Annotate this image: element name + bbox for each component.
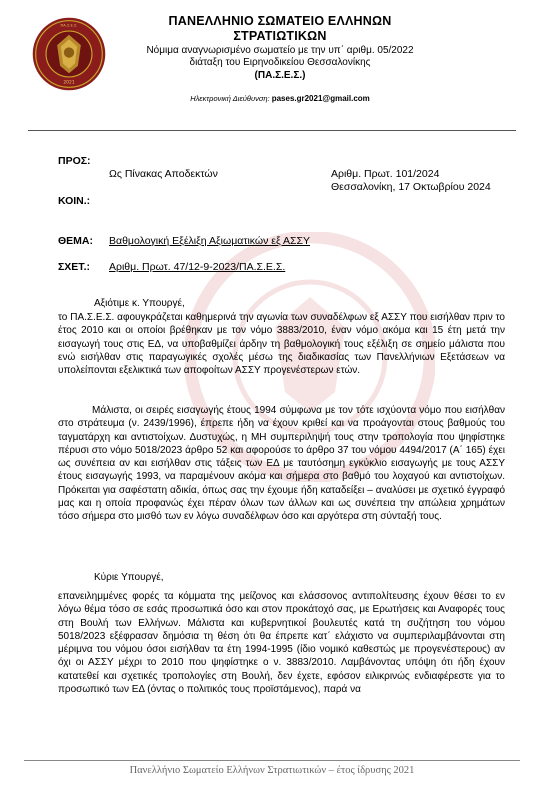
- email-label: Ηλεκτρονική Διεύθυνση:: [190, 94, 270, 103]
- header-divider: [28, 130, 516, 131]
- greeting-salutation: Αξιότιμε κ. Υπουργέ,: [94, 298, 185, 309]
- organization-acronym: (ΠΑ.Σ.Ε.Σ.): [254, 70, 306, 81]
- footer-divider: [24, 760, 520, 761]
- organization-name-line2: ΣΤΡΑΤΙΩΤΙΚΩΝ: [233, 29, 327, 43]
- reference-value: Αριθμ. Πρωτ. 47/12-9-2023/ΠΑ.Σ.Ε.Σ.: [109, 261, 286, 273]
- email-line: [110, 94, 450, 103]
- greeting-minister: Κύριε Υπουργέ,: [94, 572, 164, 583]
- page-footer: Πανελλήνιο Σωματείο Ελλήνων Στρατιωτικών – έτος ίδρυσης 2021: [129, 765, 415, 776]
- registration-court: διάταξη του Ειρηνοδικείου Θεσσαλονίκης: [189, 57, 371, 68]
- protocol-number: Αριθμ. Πρωτ. 101/2024: [331, 168, 440, 180]
- email-address[interactable]: pases.gr2021@gmail.com: [271, 94, 370, 103]
- reference-label: ΣΧΕΤ.:: [58, 261, 90, 273]
- to-recipients: Ως Πίνακας Αποδεκτών: [109, 168, 218, 180]
- subject-label: ΘΕΜΑ:: [58, 235, 93, 247]
- svg-text:2021: 2021: [63, 80, 75, 86]
- union-seal-logo: [32, 17, 106, 91]
- place-date: Θεσσαλονίκη, 17 Οκτωβρίου 2024: [331, 181, 491, 193]
- body-paragraph-1: το ΠΑ.Σ.Ε.Σ. αφουγκράζεται καθημερινά την αγωνία των συναδέλφων εξ ΑΣΣΥ που εισήλθαν πριν το έτος 2010 και οι οποίοι βρέθηκαν με τον νόμο 3883/2010, έναν νόμο ακόμα και 15 έτη μετά την εισαγωγή τους στις ΕΔ, να υποβαθμίζει άρδην τη βαθμολογική τους εξέλιξη σε σημείο μάλιστα που ενώ εισήλθαν στις παραγωγικές σχολές μέσω της διαδικασίας των Πανελλήνιων Εξετάσεων να υπολείπονται εξελικτικά των αποφοίτων ΑΣΣΥ προγενέστερων ετών.: [58, 312, 505, 377]
- svg-text:ΠΑ.Σ.Ε.Σ.: ΠΑ.Σ.Ε.Σ.: [60, 23, 78, 28]
- registration-line: Νόμιμα αναγνωρισμένο σωματείο με την υπ΄ αριθμ. 05/2022: [146, 45, 414, 56]
- body-paragraph-3: επανειλημμένες φορές τα κόμματα της μείζονος και ελάσσονος αντιπολίτευσης έχουν θέσει το εν λόγω θέμα τόσο σε εσάς προσωπικά όσο και στον προκάτοχό σας, με Ερωτήσεις και Αναφορές τους στη Βουλή των Ελλήνων. Μάλιστα και κυβερνητικοί βουλευτές κατά τη συζήτηση του νόμου 5018/2023 εξέφρασαν δημόσια τη θέση ότι θα έπρεπε κατ΄ ελάχιστο να συμπεριλαμβάνονται στη μέριμνα του νόμου όσοι εισήλθαν τα έτη 1994-1995 (ίδιο νομικό καθεστώς με προγενέστερους) αν όχι οι ΑΣΣΥ μέχρι το 2010 που ψηφίστηκε ο ν. 3883/2010. Λαμβάνοντας υπόψη ότι ήδη έχουν κατατεθεί και σχετικές τροπολογίες στη Βουλή, δεν έχετε, εφόσον ειλικρινώς ενδιαφέρεστε για το προσωπικό των ΕΔ (όντας ο πολιτικός τους προϊστάμενος), παρά να: [58, 591, 505, 696]
- subject-value: Βαθμολογική Εξέλιξη Αξιωματικών εξ ΑΣΣΥ: [109, 235, 311, 247]
- body-paragraph-2: Μάλιστα, οι σειρές εισαγωγής έτους 1994 σύμφωνα με τον τότε ισχύοντα νόμο που εισήλθαν στο στράτευμα (ν. 2439/1996), έπρεπε ήδη να έχουν κριθεί και να προάγονται στους βαθμούς του ταγματάρχη και αντιστοίχων. Δυστυχώς, η ΜΗ συμπεριληψή τους στην τροπολογία που ψηφίστηκε πέρυσι στο νόμο 5018/2023 άρθρο 52 και αφορούσε το άρθρο 37 του νόμου 4494/2017 (Α΄ 165) έχει ως συνέπεια αν και εισήλθαν στις τάξεις των ΕΔ με ταυτόσημη εγκύκλιο εισαγωγής με τους ΑΣΣΥ έτους εισαγωγής 1993, να παραμένουν ακόμα και σήμερα στο βαθμό του λοχαγού και αντιστοίχων. Πρόκειται για σαφέστατη αδικία, όπως σας την έχουμε ήδη καταδείξει – αναλύσει με σχετικό έγγραφό μας και η οποία προφανώς έχει πέραν όλων των άλλων και ως συνέπεια την απώλεια χρημάτων τόσο σήμερα στο μισθό των εν λόγω συναδέλφων όσο και αργότερα στη σύνταξή τους.: [58, 405, 505, 523]
- cc-label: ΚΟΙΝ.:: [58, 195, 91, 207]
- organization-name: ΠΑΝΕΛΛΗΝΙΟ ΣΩΜΑΤΕΙΟ ΕΛΛΗΝΩΝ: [168, 14, 392, 28]
- to-label: ΠΡΟΣ:: [58, 155, 91, 167]
